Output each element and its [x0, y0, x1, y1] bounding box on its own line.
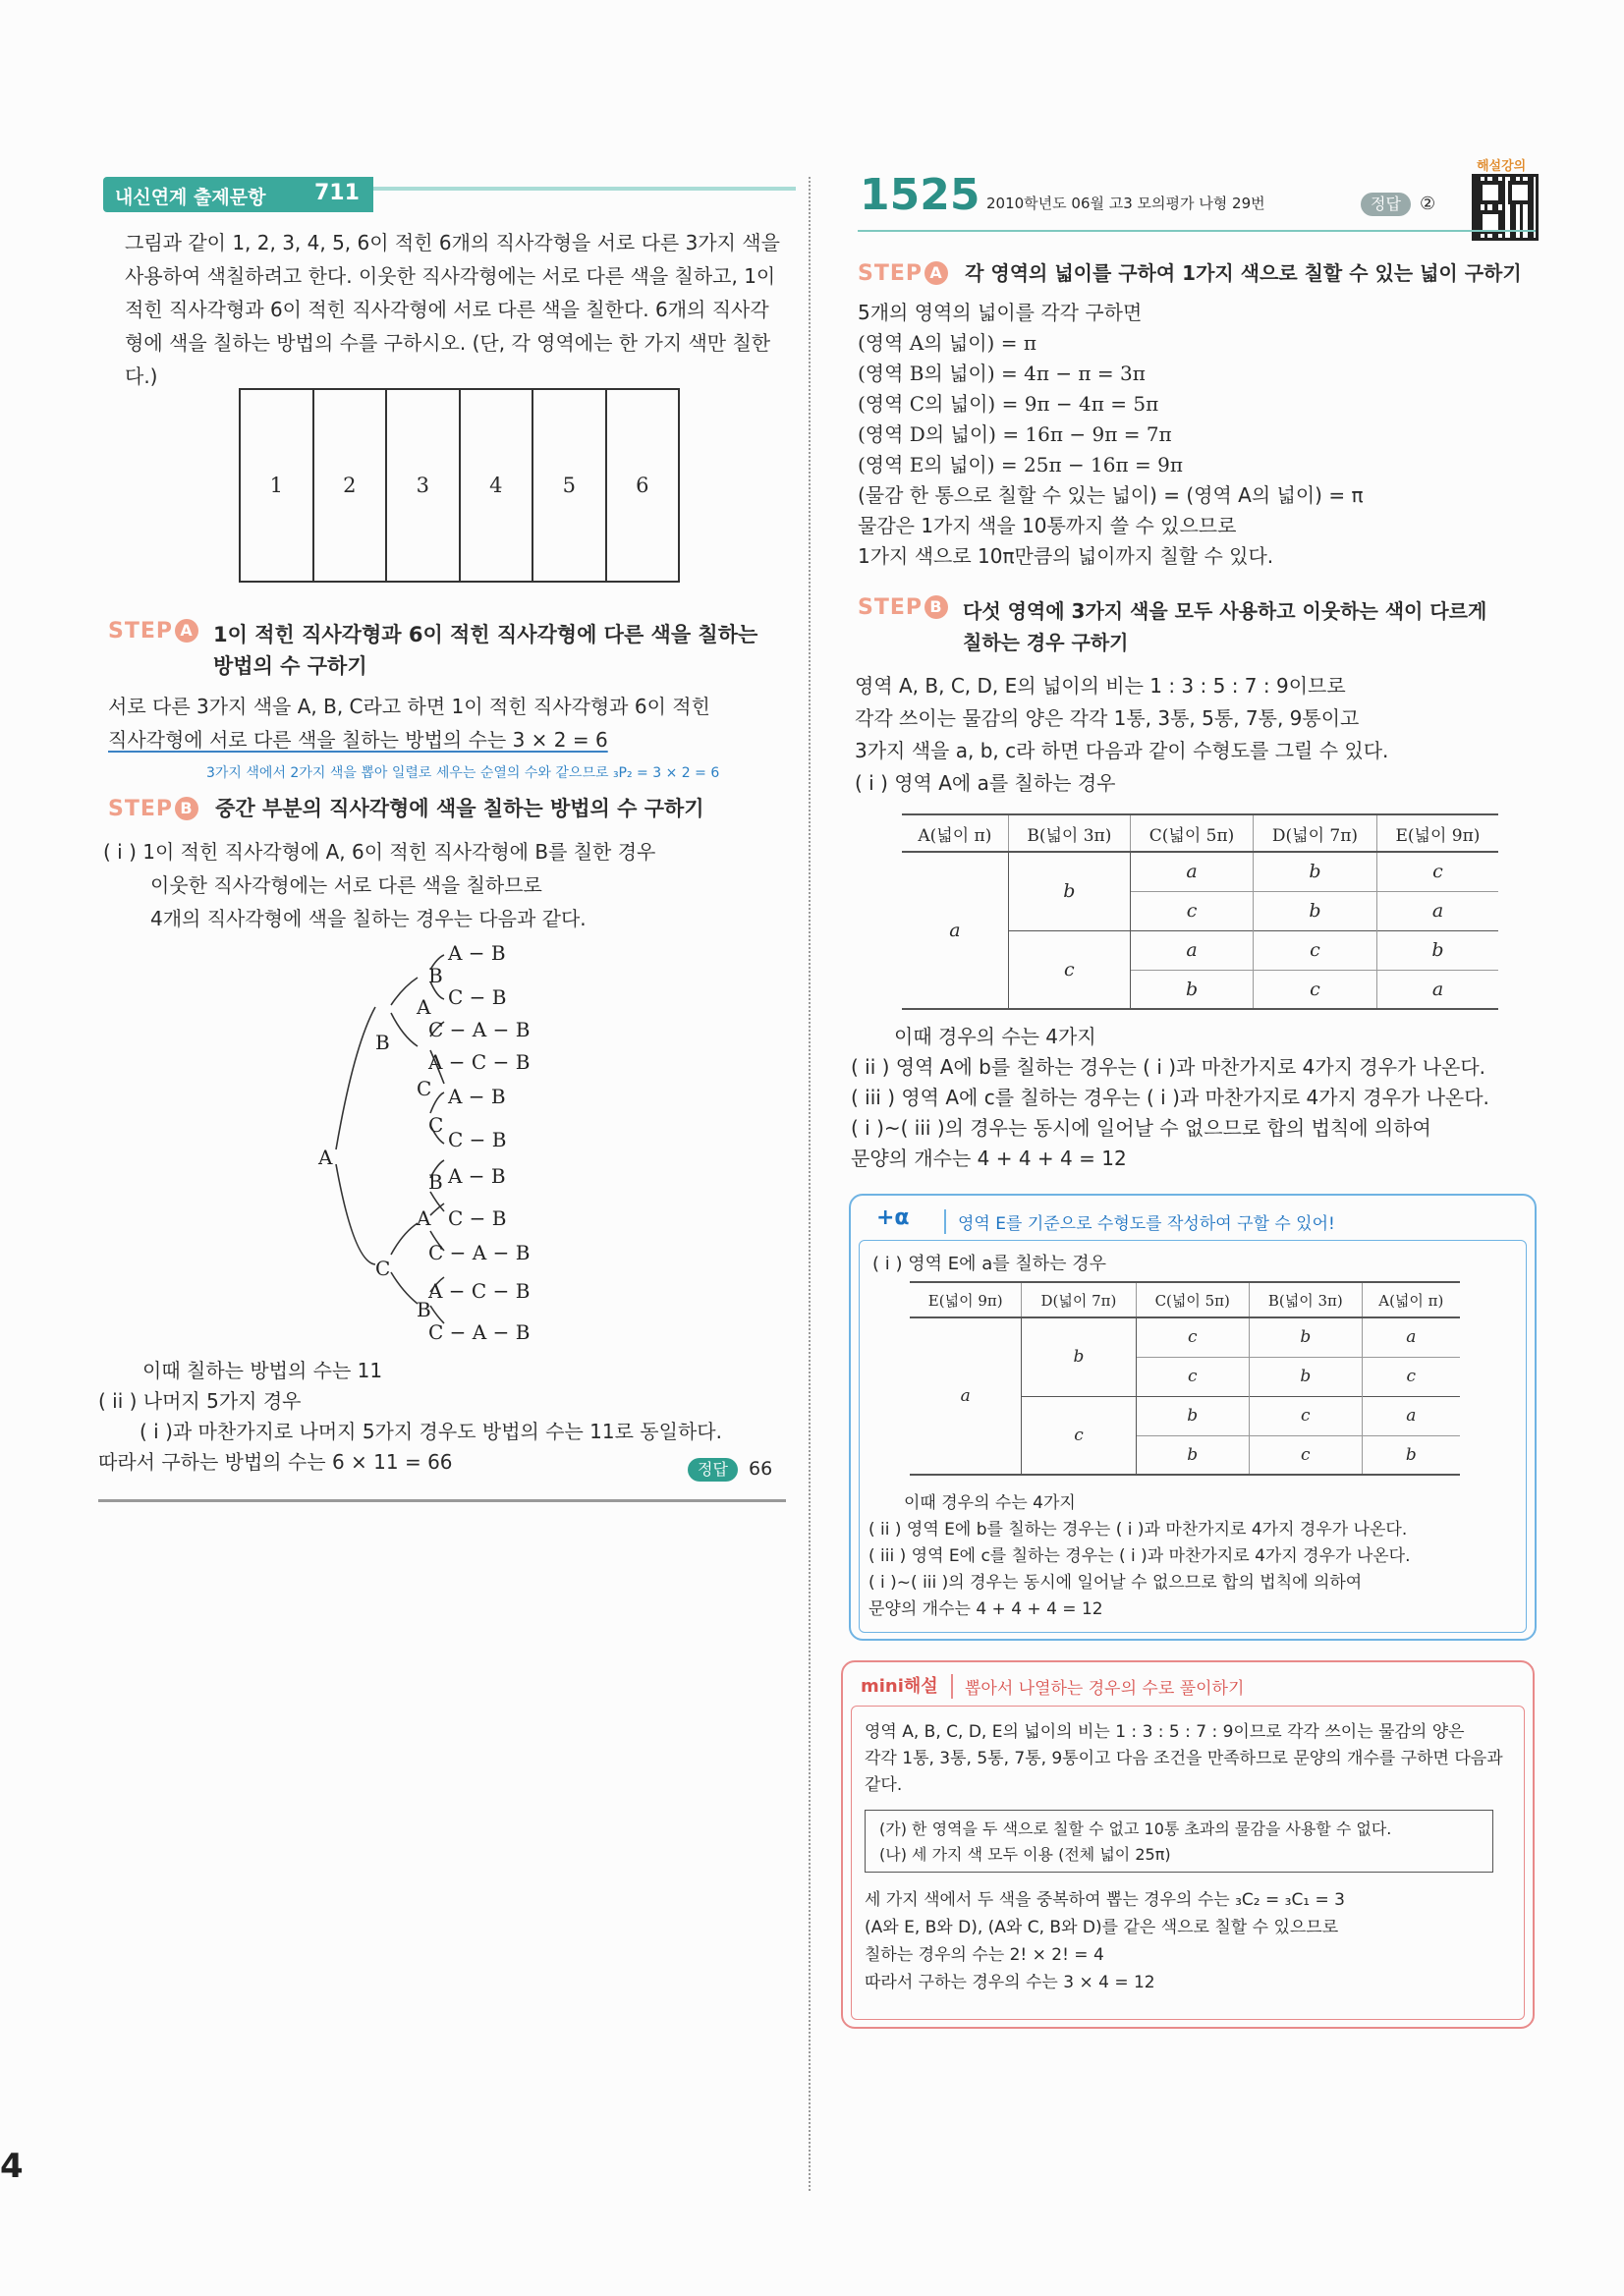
left-stepB-heading	[108, 793, 704, 822]
mini-after-line: (A와 E, B와 D), (A와 C, B와 D)를 같은 색으로 칠할 수 있으므로	[865, 1918, 1339, 1937]
stepA-line: 직사각형에 서로 다른 색을 칠하는 방법의 수는 3 × 2 = 6	[108, 728, 608, 752]
tail-line: 이때 칠하는 방법의 수는 11	[142, 1359, 383, 1382]
stepB-line: 각각 쓰이는 물감의 양은 각각 1통, 3통, 5통, 7통, 9통이고	[855, 706, 1360, 730]
stepA-line: (영역 B의 넓이) = 4π − π = 3π	[858, 362, 1146, 385]
step-badge: STEP B	[108, 797, 198, 821]
alpha-line: 문양의 개수는 4 + 4 + 4 = 12	[868, 1599, 1103, 1619]
tree-leaf: A − B	[448, 1085, 506, 1108]
table-header: E(넓이 9π)	[1376, 814, 1498, 852]
table-cell: b	[1254, 891, 1377, 930]
after-line: ( i )~( iii )의 경우는 동시에 일어날 수 없으므로 합의 법칙에 의하여	[851, 1116, 1431, 1140]
table-cell: c	[1022, 1396, 1136, 1475]
table-cell: c	[1249, 1396, 1362, 1435]
tree-leaf: C − A − B	[428, 1241, 531, 1264]
rect-label: 5	[562, 474, 576, 497]
stepA-line: 5개의 영역의 넓이를 각각 구하면	[858, 301, 1143, 324]
tree-node: B	[375, 1031, 390, 1054]
table-cell: a	[1131, 852, 1254, 891]
tree-diagram	[314, 938, 609, 1351]
rectangles-figure	[239, 388, 680, 583]
tree-leaf: A − C − B	[428, 1279, 531, 1303]
tree-leaf: C − B	[448, 1128, 507, 1151]
tree-node: C	[417, 1077, 432, 1100]
alpha-line: ( ii ) 영역 E에 b를 칠하는 경우는 ( i )과 마찬가지로 4가지 경우가 나온다.	[868, 1520, 1408, 1540]
mini-after-line: 따라서 구하는 경우의 수는 3 × 4 = 12	[865, 1973, 1155, 1992]
after-line: ( iii ) 영역 A에 c를 칠하는 경우는 ( i )과 마찬가지로 4가지 경우가 나온다.	[851, 1086, 1489, 1109]
stepA-line: 서로 다른 3가지 색을 A, B, C라고 하면 1이 적힌 직사각형과 6이 적힌	[108, 695, 710, 718]
mini-line: 영역 A, B, C, D, E의 넓이의 비는 1 : 3 : 5 : 7 : 9이므로 각각 쓰이는 물감의 양은	[865, 1722, 1465, 1742]
tree-node: C	[428, 1113, 444, 1137]
left-stepA-title: 1이 적힌 직사각형과 6이 적힌 직사각형에 다른 색을 칠하는 방법의 수 구하기	[213, 623, 758, 678]
mini-line: 같다.	[865, 1775, 903, 1795]
alpha-body	[868, 1490, 1411, 1623]
qr-label: 해설강의	[1477, 159, 1527, 174]
table-cell: b	[1136, 1396, 1249, 1435]
step-badge: STEP B	[858, 595, 948, 620]
rect-label: 4	[489, 474, 503, 497]
header-number: 711	[314, 181, 360, 205]
tree-leaf: C − B	[448, 985, 507, 1009]
step-badge: STEP A	[858, 261, 948, 286]
problem-line: 그림과 같이 1, 2, 3, 4, 5, 6이 적힌 6개의 직사각형을 서로 다른 3가지 색을	[125, 231, 780, 254]
mini-box	[841, 1660, 1535, 2029]
stepB-line: 영역 A, B, C, D, E의 넓이의 비는 1 : 3 : 5 : 7 : 9이므로	[855, 674, 1346, 698]
stepA-line: 1가지 색으로 10π만큼의 넓이까지 칠할 수 있다.	[858, 544, 1274, 568]
tree-leaf: A − C − B	[428, 1050, 531, 1074]
after-line: ( ii ) 영역 A에 b를 칠하는 경우는 ( i )과 마찬가지로 4가지 경우가 나온다.	[851, 1055, 1486, 1079]
after-line: 문양의 개수는 4 + 4 + 4 = 12	[851, 1147, 1127, 1170]
table-cell: a	[1406, 1327, 1417, 1348]
table-cell: c	[1008, 930, 1130, 1009]
table-header: E(넓이 9π)	[927, 1291, 1003, 1310]
table-cell: b	[1249, 1317, 1362, 1357]
rect-cell	[241, 390, 314, 581]
tree-leaf: C − A − B	[428, 1320, 531, 1344]
tree-node: B	[428, 964, 443, 987]
table-cell: b	[1022, 1317, 1136, 1396]
table-cell: c	[1136, 1357, 1249, 1396]
tree-node: B	[417, 1298, 431, 1321]
right-stepB-title: 다섯 영역에 3가지 색을 모두 사용하고 이웃하는 색이 다르게 칠하는 경우 구하기	[963, 599, 1487, 654]
table-header: B(넓이 3π)	[1249, 1282, 1362, 1317]
right-stepA-heading	[858, 257, 1522, 286]
stepA-line: (영역 E의 넓이) = 25π − 16π = 9π	[858, 453, 1183, 476]
mini-badge: mini해설	[861, 1676, 938, 1697]
table-cell: a	[1431, 978, 1444, 1000]
tree-node: A	[417, 1206, 431, 1230]
condition-line: (나) 세 가지 색 모두 이용 (전체 넓이 25π)	[879, 1845, 1171, 1864]
stepA-line: (영역 C의 넓이) = 9π − 4π = 5π	[858, 392, 1159, 416]
table-cell: c	[1136, 1317, 1249, 1357]
tree-node: B	[428, 1170, 443, 1194]
alpha-title: 영역 E를 기준으로 수형도를 작성하여 구할 수 있어!	[944, 1209, 1335, 1234]
stepA-note: 3가지 색에서 2가지 색을 뽑아 일렬로 세우는 순열의 수와 같으므로 ₃P₂ = 3 × 2 = 6	[206, 765, 720, 781]
mini-after-line: 칠하는 경우의 수는 2! × 2! = 4	[865, 1945, 1104, 1965]
table-header: C(넓이 5π)	[1131, 814, 1254, 852]
stepB-line: ( i ) 1이 적힌 직사각형에 A, 6이 적힌 직사각형에 B를 칠한 경우	[103, 840, 656, 864]
right-stepB-body	[855, 670, 1388, 800]
answer-badge: 정답	[1361, 193, 1411, 216]
problem-line: 적힌 직사각형과 6이 적힌 직사각형에 서로 다른 색을 칠한다. 6개의 직사각	[125, 298, 769, 321]
table-cell: a	[910, 1317, 1022, 1475]
table-cell: c	[1406, 1367, 1417, 1386]
right-after-table	[851, 1022, 1489, 1174]
table-cell: b	[1254, 852, 1377, 891]
answer-value: ②	[1420, 194, 1436, 214]
right-header-rule	[858, 230, 1536, 232]
table-header: B(넓이 3π)	[1008, 814, 1130, 852]
rect-cell	[314, 390, 388, 581]
alpha-line: ( iii ) 영역 E에 c를 칠하는 경우는 ( i )과 마찬가지로 4가지 경우가 나온다.	[868, 1546, 1411, 1566]
tree-leaf: C − A − B	[428, 1018, 531, 1041]
mini-line: 각각 1통, 3통, 5통, 7통, 9통이고 다음 조건을 만족하므로 문양의 개수를 구하면 다음과	[865, 1749, 1503, 1768]
stepA-line: 물감은 1가지 색을 10통까지 쓸 수 있으므로	[858, 514, 1237, 537]
alpha-case: ( i ) 영역 E에 a를 칠하는 경우	[872, 1254, 1106, 1274]
left-stepA-heading	[108, 619, 198, 644]
rect-cell	[607, 390, 679, 581]
tail-line: ( i )과 마찬가지로 나머지 5가지 경우도 방법의 수는 11로 동일하다.	[140, 1420, 722, 1443]
alpha-line: 이때 경우의 수는 4가지	[904, 1493, 1076, 1513]
tree-leaf: A − B	[448, 1164, 506, 1188]
alpha-line: ( i )~( iii )의 경우는 동시에 일어날 수 없으므로 합의 법칙에 의하여	[868, 1573, 1363, 1593]
table-cell: b	[1131, 970, 1254, 1009]
rect-label: 3	[416, 474, 429, 497]
table-tree-A	[902, 813, 1498, 1010]
stepB-line: 4개의 직사각형에 색을 칠하는 경우는 다음과 같다.	[150, 907, 587, 930]
mini-title: 뽑아서 나열하는 경우의 수로 풀이하기	[951, 1674, 1244, 1699]
left-tail	[98, 1356, 722, 1478]
rect-cell	[533, 390, 607, 581]
table-cell: a	[1131, 930, 1254, 970]
page-number: 4	[0, 2147, 24, 2186]
table-cell: b	[1249, 1357, 1362, 1396]
answer-badge: 정답	[688, 1458, 738, 1482]
left-bottom-rule	[98, 1499, 786, 1502]
stepA-line: (영역 A의 넓이) = π	[858, 331, 1036, 355]
table-cell: c	[1254, 930, 1377, 970]
column-divider	[809, 177, 811, 2191]
table-cell: c	[1254, 970, 1377, 1009]
rect-cell	[387, 390, 461, 581]
after-line: 이때 경우의 수는 4가지	[894, 1025, 1096, 1048]
problem-line: 다.)	[125, 364, 158, 388]
mini-body	[865, 1719, 1503, 1799]
left-stepA-body	[108, 690, 710, 756]
table-cell: b	[1405, 1444, 1417, 1465]
rect-label: 2	[343, 474, 357, 497]
step-badge: STEP A	[108, 619, 198, 644]
tail-line: 따라서 구하는 방법의 수는 6 × 11 = 66	[98, 1450, 453, 1474]
table-header: C(넓이 5π)	[1136, 1282, 1249, 1317]
tree-node: A	[318, 1146, 333, 1169]
mini-after-line: 세 가지 색에서 두 색을 중복하여 뽑는 경우의 수는 ₃C₂ = ₃C₁ = 3	[865, 1890, 1345, 1910]
tree-node: C	[375, 1257, 391, 1280]
table-cell: c	[1432, 861, 1443, 883]
stepB-line: 3가지 색을 a, b, c라 하면 다음과 같이 수형도를 그릴 수 있다.	[855, 739, 1389, 762]
table-tree-E	[910, 1281, 1460, 1476]
table-cell: a	[1431, 900, 1444, 922]
table-header: A(넓이 π)	[918, 825, 992, 846]
alpha-box	[849, 1194, 1537, 1641]
stepA-line: (물감 한 통으로 칠할 수 있는 넓이) = (영역 A의 넓이) = π	[858, 483, 1364, 507]
table-cell: b	[1431, 939, 1444, 961]
tree-leaf: A − B	[448, 941, 506, 965]
mini-after	[865, 1886, 1345, 1996]
problem-line: 사용하여 색칠하려고 한다. 이웃한 직사각형에는 서로 다른 색을 칠하고, 1이	[125, 264, 776, 288]
rect-cell	[461, 390, 534, 581]
table-cell: b	[1136, 1435, 1249, 1475]
stepB-line: ( i ) 영역 A에 a를 칠하는 경우	[855, 771, 1116, 795]
problem-line: 형에 색을 칠하는 방법의 수를 구하시오. (단, 각 영역에는 한 가지 색만 칠한	[125, 331, 771, 355]
table-cell: a	[1406, 1406, 1417, 1426]
stepB-line: 이웃한 직사각형에는 서로 다른 색을 칠하므로	[150, 873, 542, 897]
table-cell: b	[1008, 852, 1130, 930]
tail-line: ( ii ) 나머지 5가지 경우	[98, 1389, 302, 1413]
problem-number: 1525	[860, 170, 980, 220]
alpha-badge: +α	[876, 1205, 910, 1230]
left-header-bar	[103, 177, 796, 212]
stepA-line: (영역 D의 넓이) = 16π − 9π = 7π	[858, 422, 1172, 446]
table-cell: c	[1131, 891, 1254, 930]
header-label: 내신연계 출제문항	[115, 187, 266, 208]
right-stepB-heading	[858, 595, 948, 620]
condition-line: (가) 한 영역을 두 색으로 칠할 수 없고 10통 초과의 물감을 사용할 수 없다.	[879, 1820, 1392, 1838]
right-stepA-body	[858, 298, 1364, 572]
table-cell: c	[1249, 1435, 1362, 1475]
left-answer	[688, 1458, 772, 1482]
stepB-title: 중간 부분의 직사각형에 색을 칠하는 방법의 수 구하기	[215, 797, 704, 820]
rect-label: 1	[269, 474, 283, 497]
rect-label: 6	[636, 474, 649, 497]
tree-node: A	[417, 995, 431, 1019]
answer-value: 66	[749, 1458, 773, 1480]
table-header: D(넓이 7π)	[1022, 1282, 1136, 1317]
mini-conditions	[865, 1810, 1493, 1873]
left-stepB-body	[103, 835, 655, 935]
stepA-title: 각 영역의 넓이를 구하여 1가지 색으로 칠할 수 있는 넓이 구하기	[965, 261, 1522, 285]
left-problem-text	[125, 226, 793, 393]
table-header: D(넓이 7π)	[1254, 814, 1377, 852]
table-cell: a	[902, 852, 1008, 1009]
table-header: A(넓이 π)	[1362, 1282, 1460, 1317]
tree-leaf: C − B	[448, 1206, 507, 1230]
problem-source: 2010학년도 06월 고3 모의평가 나형 29번	[986, 195, 1265, 212]
right-answer	[1361, 193, 1435, 216]
